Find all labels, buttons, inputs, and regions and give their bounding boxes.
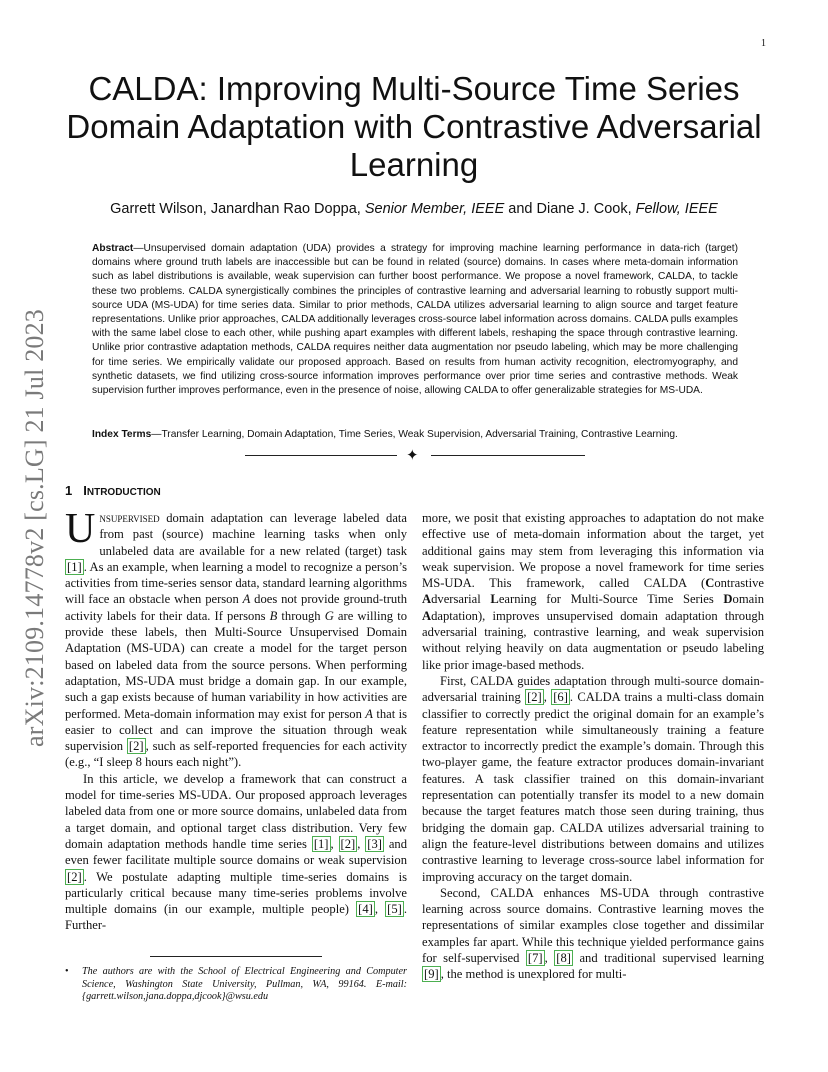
acronym-letter: A — [422, 592, 432, 607]
text-run: , — [330, 836, 339, 851]
body-column-right — [422, 510, 764, 983]
math-variable: A — [365, 706, 373, 721]
text-run: , such as self-reported frequencies for each activity (e.g., “I sleep 8 hours each night”). — [65, 739, 408, 770]
author-role-1: Senior Member, IEEE — [364, 201, 505, 217]
text-run: ontrastive — [714, 576, 764, 591]
abstract — [92, 242, 738, 398]
math-variable: G — [324, 608, 334, 623]
smallcaps-lead: nsupervised — [99, 511, 160, 525]
text-run: , — [544, 951, 555, 966]
text-run: are willing to provide these labels, then Multi-Source Unsupervised Domain Adaptation (MS-UDA) can create a model for the target person based on labeled data from the source persons. When performing adaptation, MS-UDA must bridge a domain gap. In our example, such a gap exists because of human variability in how activities are performed. Meta-domain information may exist for person — [65, 608, 407, 721]
paragraph-intro-3 — [422, 510, 764, 673]
text-run: . Further- — [65, 902, 408, 933]
text-run: and even fewer facilitate multiple source domains or weak supervision — [65, 836, 408, 868]
text-run: earning for Multi-Source Time Series — [498, 592, 724, 607]
citation-link[interactable]: [2] — [527, 690, 542, 705]
citation-link[interactable]: [2] — [340, 836, 356, 851]
abstract-text: —Unsupervised domain adaptation (UDA) provides a strategy for improving machine learning performance in data-rich (target) domains where ground truth labels are inaccessible but can be found in related (source) domains. In cases where meta-domain information such as label distributions is available, weak supervision can further boost performance. We propose a novel framework, CALDA, to tackle these two problems. CALDA synergistically combines the principles of contrastive learning and adversarial learning to robustly support multi-source UDA (MS-UDA) for time series data. Similar to prior methods, CALDA utilizes adversarial learning to align source and target feature representations. Unlike prior approaches, CALDA additionally leverages cross-source label information across domains. CALDA pulls examples with the same label close to each other, while pushing apart examples with different labels, reshaping the space through contrastive learning. Unlike prior contrastive adaptation methods, CALDA requires neither data augmentation nor pseudo labeling, which may be more challenging for time series. We empirically validate our proposed approach. Based on results from human activity recognition, electromyography, and synthetic datasets, we find utilizing cross-source information improves performance over prior time series and contrastive methods. Weak supervision further improves performance, even in the presence of noise, allowing CALDA to offer generalizable strategies for MS-UDA. — [92, 243, 738, 397]
section-title-initial: I — [83, 483, 87, 498]
body-column-left — [65, 506, 408, 934]
text-run: that is easier to collect and can improve the situation through weak supervision — [65, 706, 407, 754]
text-run: daptation), improves unsupervised domain adaptation through adversarial training, contrastive learning, and weak supervision without relying heavily on data augmentation or pseudo labeling like prior image-based methods. — [422, 608, 764, 672]
text-run: Second, CALDA enhances MS-UDA through contrastive learning across source domains. Contrastive learning moves the representations of similar examples close together and dissimilar examples far apart. While this technique yielded performance gains for self-supervised — [422, 885, 764, 966]
authors-part-2: and Diane J. Cook, — [504, 201, 636, 217]
text-run: , — [357, 836, 366, 851]
text-run: First, CALDA guides adaptation through multi-source domain-adversarial training — [422, 673, 764, 705]
section-separator — [245, 448, 585, 464]
abstract-label: Abstract — [92, 243, 134, 254]
footnote-rule — [150, 956, 322, 957]
text-run: . We postulate adapting multiple time-series domains is particularly critical because many time-series problems involve multiple domains (in our example, multiple people) — [65, 869, 407, 917]
index-terms — [92, 428, 738, 442]
separator-rule-left — [245, 455, 397, 456]
text-run: omain — [732, 592, 764, 607]
citation-link[interactable]: [2] — [67, 869, 82, 884]
text-run: , — [374, 902, 386, 917]
citation-link[interactable]: [4] — [358, 902, 373, 917]
text-run: and traditional supervised learning — [572, 951, 764, 966]
paragraph-intro-2 — [65, 771, 407, 934]
text-run: dversarial — [431, 592, 491, 607]
text-run: . CALDA trains a multi-class domain classifier to correctly predict the original domain for an example’s feature representation while simultaneously training a feature extractor to incorrectly predict the example’s domain. Through this two-player game, the feature extractor produces domain-invariant features. A task classifier trained on this domain-invariant representation can potentially transfer its model to a new domain because the target features match those seen during training, thus bridging the domain gap. CALDA utilizes adversarial training to align the feature-level distributions between domains and utilizes contrastive learning to leverage cross-source label information for improving accuracy on the target domain. — [422, 690, 764, 884]
section-number: 1 — [65, 483, 73, 498]
text-run: does not provide ground-truth activity labels for their data. If persons — [65, 592, 407, 623]
drop-cap: U — [65, 506, 96, 552]
footnote-bullet: • — [65, 966, 69, 977]
authors-part-1: Garrett Wilson, Janardhan Rao Doppa, — [110, 201, 365, 217]
math-variable: A — [242, 592, 251, 607]
author-role-2: Fellow, IEEE — [635, 201, 718, 217]
paragraph-intro-1 — [65, 506, 408, 771]
citation-link[interactable]: [8] — [556, 951, 571, 966]
separator-rule-right — [431, 455, 585, 456]
text-run: , the method is unexplored for multi- — [440, 967, 627, 982]
citation-link[interactable]: [2] — [128, 739, 144, 754]
citation-link[interactable]: [3] — [367, 836, 382, 851]
page-number: 1 — [761, 38, 766, 49]
acronym-letter: L — [490, 592, 499, 607]
index-terms-text: —Transfer Learning, Domain Adaptation, Time Series, Weak Supervision, Adversarial Training, Contrastive Learning. — [151, 429, 678, 440]
paragraph-intro-5 — [422, 885, 764, 983]
citation-link[interactable]: [9] — [424, 967, 439, 982]
citation-link[interactable]: [1] — [67, 559, 82, 574]
footnote-text: The authors are with the School of Electrical Engineering and Computer Science, Washington State University, Pullman, WA, 99164. E-mail: {garrett.wilson,jana.doppa,djcook}@wsu.edu — [82, 966, 407, 1003]
text-run: domain adaptation can leverage labeled data from past (source) machine learning tasks when only unlabeled data are available for a new related (target) task — [99, 511, 407, 558]
acronym-letter: D — [723, 592, 733, 607]
citation-link[interactable]: [6] — [553, 690, 568, 705]
separator-star-icon: ✦ — [406, 446, 419, 464]
paragraph-intro-4 — [422, 673, 764, 885]
index-terms-label: Index Terms — [92, 429, 152, 440]
section-title-rest: NTRODUCTION — [86, 487, 161, 498]
text-run: . As an example, when learning a model to recognize a person’s activities from time-series sensor data, standard learning algorithms will face an obstacle when person — [65, 559, 407, 607]
citation-link[interactable]: [7] — [527, 951, 543, 966]
footnote — [65, 966, 407, 1004]
arxiv-identifier-sidebar — [10, 293, 60, 763]
math-variable: B — [269, 608, 278, 623]
arxiv-identifier: arXiv:2109.14778v2 [cs.LG] 21 Jul 2023 — [20, 309, 49, 747]
citation-link[interactable]: [5] — [387, 902, 402, 917]
text-run: more, we posit that existing approaches to adaptation do not make effective use of meta-domain information about the target, yet additional gains may stem from leveraging this information via weak supervision. We propose a novel framework for time series MS-UDA. This framework, called CALDA ( — [422, 511, 764, 591]
acronym-letter: C — [705, 576, 715, 591]
acronym-letter: A — [422, 608, 432, 623]
text-run: , — [543, 690, 552, 705]
author-line — [62, 201, 766, 217]
text-run: In this article, we develop a framework that can construct a model for time-series MS-UDA. Our proposed approach leverages labeled data from one or more source domains, unlabeled data from a target domain, and optional target class distribution. Very few domain adaptation methods handle time series — [65, 771, 407, 851]
section-heading — [65, 483, 161, 498]
text-run: through — [277, 608, 325, 623]
citation-link[interactable]: [1] — [313, 836, 329, 851]
paper-title: CALDA: Improving Multi-Source Time Series Domain Adaptation with Contrastive Adversarial Learning — [66, 70, 762, 183]
